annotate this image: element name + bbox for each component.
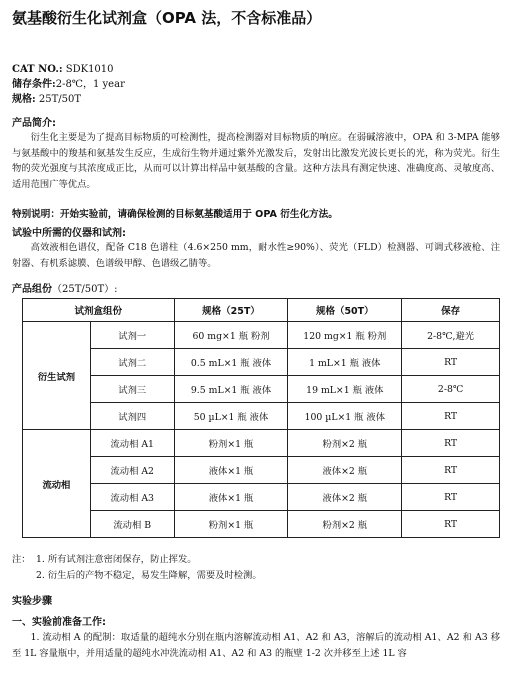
intro-paragraph: 衍生化主要是为了提高目标物质的可检测性，提高检测器对目标物质的响应。在弱碱溶液中，OPA 和 3-MPA 能够与氨基酸中的羧基和氨基发生反应，生成衍生物并通过紫外光激发后，发射出比激发光波长更长的光，称为荧光。衍生物的荧光强度与其浓度成正比，从而可以计算出样品中氨基酸的含量。这种方法具有测定快速、准确度高、灵敏度高、适用范围广等优点。 [12, 132, 500, 190]
spec25-cell: 50 µL×1 瓶 液体 [174, 403, 288, 430]
storage-cell: RT [402, 403, 500, 430]
spec25-cell: 液体×1 瓶 [174, 457, 288, 484]
group-derivative-reagents: 衍生试剂 [23, 322, 91, 430]
storage-cell: RT [402, 457, 500, 484]
composition-heading-text: 产品组份 [12, 284, 52, 295]
spec-label: 规格: [12, 94, 36, 105]
table-row [23, 403, 500, 430]
component-cell: 试剂一 [90, 322, 174, 349]
group-mobile-phase: 流动相 [23, 430, 91, 538]
steps-sub-heading: 一、实验前准备工作: [12, 617, 106, 628]
component-cell: 流动相 A1 [90, 430, 174, 457]
note-item: 1. 所有试剂注意密闭保存，防止挥发。 [36, 554, 197, 565]
storage-cell: 2-8℃ [402, 376, 500, 403]
composition-heading-suffix: （25T/50T）: [52, 284, 118, 295]
spec25-cell: 粉剂×1 瓶 [174, 511, 288, 538]
header-storage: 保存 [402, 299, 500, 322]
header-spec-50t: 规格（50T） [288, 299, 402, 322]
storage-cell: RT [402, 511, 500, 538]
table-row [23, 430, 500, 457]
spec25-cell: 液体×1 瓶 [174, 484, 288, 511]
header-spec-25t: 规格（25T） [174, 299, 288, 322]
spec25-cell: 9.5 mL×1 瓶 液体 [174, 376, 288, 403]
storage-cell: RT [402, 349, 500, 376]
cat-no-value: SDK1010 [65, 64, 114, 75]
storage-line [12, 78, 125, 91]
component-cell: 试剂二 [90, 349, 174, 376]
table-row [23, 457, 500, 484]
storage-cell: RT [402, 484, 500, 511]
instruments-paragraph: 高效液相色谱仪，配备 C18 色谱柱（4.6×250 mm，耐水性≥90%）、荧光（FLD）检测器、可调式移液枪、注射器、有机系滤膜、色谱级甲醇、色谱级乙腈等。 [12, 242, 500, 269]
steps-heading: 实验步骤 [12, 596, 52, 607]
table-row [23, 322, 500, 349]
table-row [23, 511, 500, 538]
instruments-heading: 试验中所需的仪器和试剂: [12, 228, 126, 239]
steps-paragraph: 1. 流动相 A 的配制：取适量的超纯水分别在瓶内溶解流动相 A1、A2 和 A3，溶解后的流动相 A1、A2 和 A3 移至 1L 容量瓶中，并用适量的超纯水冲洗流动相 A1、A2 和 A3 的瓶壁 1-2 次并移至上述 1L 容 [12, 632, 500, 659]
note-item: 2. 衍生后的产物不稳定，易发生降解，需要及时检测。 [36, 570, 262, 581]
table-row [23, 349, 500, 376]
intro-heading: 产品简介: [12, 118, 56, 129]
spec-line [12, 93, 81, 106]
spec50-cell: 100 µL×1 瓶 液体 [288, 403, 402, 430]
spec25-cell: 粉剂×1 瓶 [174, 430, 288, 457]
component-cell: 流动相 B [90, 511, 174, 538]
storage-value: 2-8℃，1 year [55, 79, 125, 90]
special-note: 特别说明：开始实验前，请确保检测的目标氨基酸适用于 OPA 衍生化方法。 [12, 209, 338, 220]
storage-cell: 2-8℃,避光 [402, 322, 500, 349]
component-cell: 试剂三 [90, 376, 174, 403]
spec50-cell: 120 mg×1 瓶 粉剂 [288, 322, 402, 349]
table-header-row [23, 299, 500, 322]
component-cell: 试剂四 [90, 403, 174, 430]
cat-no-label: CAT NO.: [12, 64, 63, 75]
table-row [23, 376, 500, 403]
composition-table [22, 298, 500, 538]
spec-value: 25T/50T [38, 94, 82, 105]
cat-no-line [12, 63, 114, 76]
spec50-cell: 粉剂×2 瓶 [288, 511, 402, 538]
spec50-cell: 19 mL×1 瓶 液体 [288, 376, 402, 403]
spec25-cell: 60 mg×1 瓶 粉剂 [174, 322, 288, 349]
spec50-cell: 粉剂×2 瓶 [288, 430, 402, 457]
composition-heading [12, 283, 118, 296]
spec50-cell: 1 mL×1 瓶 液体 [288, 349, 402, 376]
spec50-cell: 液体×2 瓶 [288, 457, 402, 484]
spec25-cell: 0.5 mL×1 瓶 液体 [174, 349, 288, 376]
storage-label: 储存条件: [12, 79, 56, 90]
component-cell: 流动相 A2 [90, 457, 174, 484]
storage-cell: RT [402, 430, 500, 457]
document-title: 氨基酸衍生化试剂盒（OPA 法，不含标准品） [12, 9, 322, 27]
component-cell: 流动相 A3 [90, 484, 174, 511]
header-component: 试剂盒组份 [23, 299, 175, 322]
notes-label: 注： [12, 554, 31, 565]
table-row [23, 484, 500, 511]
spec50-cell: 液体×2 瓶 [288, 484, 402, 511]
